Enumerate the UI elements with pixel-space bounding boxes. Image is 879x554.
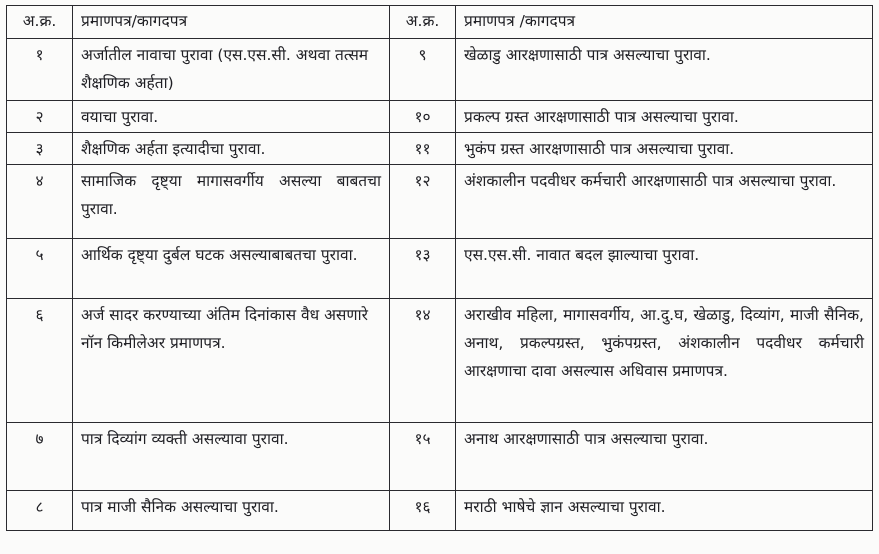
row-number-left: ७ (7, 423, 73, 491)
row-document-left: अर्ज सादर करण्याच्या अंतिम दिनांकास वैध असणारे नॉन किमीलेअर प्रमाणपत्र. (73, 299, 390, 423)
row-number-right: १६ (390, 491, 456, 531)
row-document-right: मराठी भाषेचे ज्ञान असल्याचा पुरावा. (456, 491, 873, 531)
table-row (7, 239, 873, 299)
row-number-left: २ (7, 101, 73, 133)
row-document-left: सामाजिक दृष्ट्या मागासवर्गीय असल्या बाबतचा पुरावा. (73, 165, 390, 239)
row-document-right: अनाथ आरक्षणासाठी पात्र असल्याचा पुरावा. (456, 423, 873, 491)
row-document-right: प्रकल्प ग्रस्त आरक्षणासाठी पात्र असल्याचा पुरावा. (456, 101, 873, 133)
row-number-left: ५ (7, 239, 73, 299)
row-number-right: ११ (390, 133, 456, 165)
row-number-left: ४ (7, 165, 73, 239)
row-document-left: शैक्षणिक अर्हता इत्यादीचा पुरावा. (73, 133, 390, 165)
row-number-right: १३ (390, 239, 456, 299)
row-number-left: ८ (7, 491, 73, 531)
table-row (7, 133, 873, 165)
table-row (7, 39, 873, 101)
table-row (7, 423, 873, 491)
table-row (7, 491, 873, 531)
header-document-left: प्रमाणपत्र/कागदपत्र (73, 6, 390, 39)
row-number-left: १ (7, 39, 73, 101)
row-document-right: भुकंप ग्रस्त आरक्षणासाठी पात्र असल्याचा पुरावा. (456, 133, 873, 165)
table-header-row (7, 6, 873, 39)
row-number-right: १२ (390, 165, 456, 239)
header-document-right: प्रमाणपत्र /कागदपत्र (456, 6, 873, 39)
row-document-left: पात्र माजी सैनिक असल्याचा पुरावा. (73, 491, 390, 531)
table-row (7, 299, 873, 423)
documents-table (6, 5, 873, 531)
row-document-left: पात्र दिव्यांग व्यक्ती असल्यावा पुरावा. (73, 423, 390, 491)
table-row (7, 101, 873, 133)
row-number-left: ३ (7, 133, 73, 165)
row-document-left: अर्जातील नावाचा पुरावा (एस.एस.सी. अथवा तत्सम शैक्षणिक अर्हता) (73, 39, 390, 101)
header-serial-right: अ.क्र. (390, 6, 456, 39)
header-serial-left: अ.क्र. (7, 6, 73, 39)
row-document-right: खेळाडु आरक्षणासाठी पात्र असल्याचा पुरावा. (456, 39, 873, 101)
row-number-right: १५ (390, 423, 456, 491)
row-document-right: अराखीव महिला, मागासवर्गीय, आ.दु.घ, खेळाडु, दिव्यांग, माजी सैनिक, अनाथ, प्रकल्पग्रस्त, भुकंपग्रस्त, अंशकालीन पदवीधर कर्मचारी आरक्षणाचा दावा असल्यास अधिवास प्रमाणपत्र. (456, 299, 873, 423)
row-number-right: १० (390, 101, 456, 133)
row-document-right: अंशकालीन पदवीधर कर्मचारी आरक्षणासाठी पात्र असल्याचा पुरावा. (456, 165, 873, 239)
row-number-right: ९ (390, 39, 456, 101)
row-document-right: एस.एस.सी. नावात बदल झाल्याचा पुरावा. (456, 239, 873, 299)
row-number-left: ६ (7, 299, 73, 423)
row-number-right: १४ (390, 299, 456, 423)
row-document-left: वयाचा पुरावा. (73, 101, 390, 133)
row-document-left: आर्थिक दृष्ट्या दुर्बल घटक असल्याबाबतचा पुरावा. (73, 239, 390, 299)
table-row (7, 165, 873, 239)
